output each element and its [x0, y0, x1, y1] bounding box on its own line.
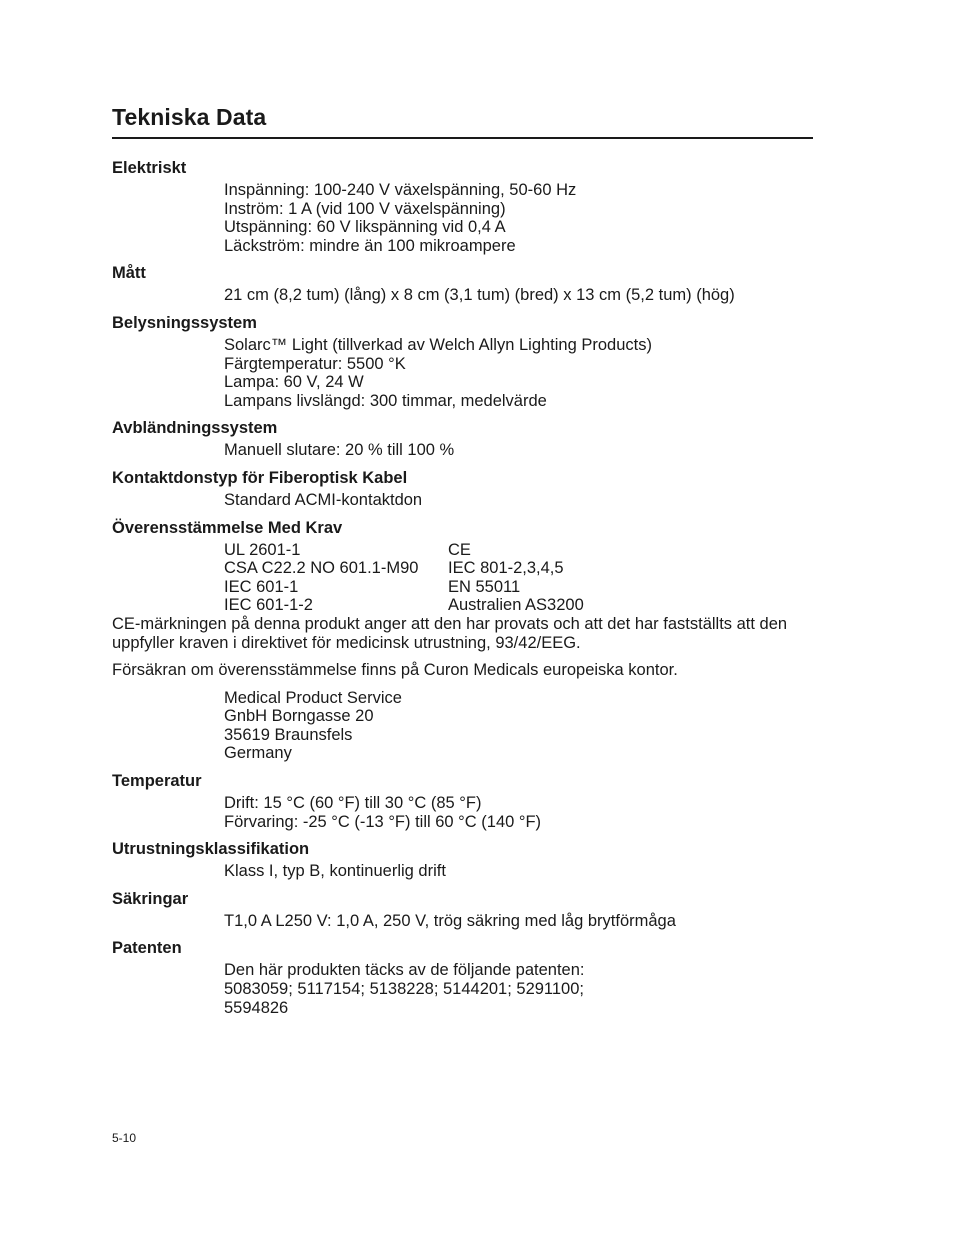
section-heading: Överensstämmelse Med Krav: [112, 518, 343, 537]
section-heading: Utrustningsklassifikation: [112, 840, 310, 859]
spec-line: Lampa: 60 V, 24 W: [224, 373, 364, 392]
section-overensstammelse: [112, 519, 814, 764]
spec-line: Solarc™ Light (tillverkad av Welch Allyn Lighting Products): [224, 335, 652, 354]
section-body: [224, 491, 814, 510]
section-body: [224, 862, 814, 881]
spec-line: Drift: 15 °C (60 °F) till 30 °C (85 °F): [224, 794, 482, 813]
section-patenten: [112, 939, 814, 1017]
spec-content: [112, 159, 814, 1026]
spec-line: Färgtemperatur: 5500 °K: [224, 354, 406, 373]
standards-grid: [224, 541, 814, 615]
section-body: [224, 181, 814, 255]
section-body: [224, 961, 814, 1017]
section-belysningssystem: [112, 314, 814, 410]
section-heading: Patenten: [112, 939, 182, 958]
spec-line: Manuell slutare: 20 % till 100 %: [224, 441, 455, 460]
section-heading: Belysningssystem: [112, 313, 257, 332]
section-body: [224, 441, 814, 460]
standard-item: IEC 601-1: [224, 577, 299, 596]
declaration-paragraph: Försäkran om överensstämmelse finns på Curon Medicals europeiska kontor.: [112, 661, 678, 680]
section-body: [224, 912, 814, 931]
title-rule: [112, 137, 813, 139]
spec-line: Inström: 1 A (vid 100 V växelspänning): [224, 199, 506, 218]
page-title: Tekniska Data: [112, 104, 267, 130]
section-heading: Avbländningssystem: [112, 419, 278, 438]
section-matt: [112, 264, 814, 305]
section-heading: Mått: [112, 264, 146, 283]
spec-line: Läckström: mindre än 100 mikroampere: [224, 236, 516, 255]
standard-item: UL 2601-1: [224, 540, 301, 559]
spec-line: Utspänning: 60 V likspänning vid 0,4 A: [224, 218, 506, 237]
section-utrustningsklassifikation: [112, 840, 814, 881]
spec-line: Standard ACMI-kontaktdon: [224, 490, 423, 509]
spec-line: 5594826: [224, 998, 289, 1017]
standard-item: CE: [448, 540, 471, 559]
page-number: 5-10: [112, 1131, 137, 1145]
ce-marking-paragraph: CE-märkningen på denna produkt anger att den har provats och att det har fastställts att den uppfyller kraven i direktivet för medicinsk utrustning, 93/42/EEG.: [112, 614, 788, 652]
spec-line: 21 cm (8,2 tum) (lång) x 8 cm (3,1 tum) (bred) x 13 cm (5,2 tum) (hög): [224, 286, 735, 305]
spec-line: 5083059; 5117154; 5138228; 5144201; 5291100;: [224, 980, 584, 999]
spec-line: Förvaring: -25 °C (-13 °F) till 60 °C (140 °F): [224, 812, 542, 831]
spec-line: Klass I, typ B, kontinuerlig drift: [224, 862, 446, 881]
section-heading: Kontaktdonstyp för Fiberoptisk Kabel: [112, 468, 408, 487]
address-line: Medical Product Service: [224, 688, 402, 707]
section-body: [224, 286, 814, 305]
section-heading: Elektriskt: [112, 159, 187, 177]
address-line: Germany: [224, 744, 292, 763]
office-address: [224, 689, 814, 763]
spec-line: Den här produkten täcks av de följande patenten:: [224, 961, 585, 980]
address-line: GnbH Borngasse 20: [224, 707, 374, 726]
standard-item: IEC 601-1-2: [224, 596, 313, 615]
section-temperatur: [112, 772, 814, 831]
section-sakringar: [112, 890, 814, 931]
address-line: 35619 Braunsfels: [224, 725, 353, 744]
section-body: [224, 336, 814, 410]
section-avblandningssystem: [112, 419, 814, 460]
section-heading: Temperatur: [112, 772, 202, 791]
section-heading: Säkringar: [112, 889, 189, 908]
section-kontaktdonstyp: [112, 469, 814, 510]
standard-item: IEC 801-2,3,4,5: [448, 559, 564, 578]
spec-line: Lampans livslängd: 300 timmar, medelvärde: [224, 391, 547, 410]
section-elektriskt: [112, 159, 814, 255]
standard-item: CSA C22.2 NO 601.1-M90: [224, 559, 419, 578]
spec-line: T1,0 A L250 V: 1,0 A, 250 V, trög säkring med låg brytförmåga: [224, 911, 676, 930]
standard-item: EN 55011: [448, 577, 521, 596]
standard-item: Australien AS3200: [448, 596, 584, 615]
spec-line: Inspänning: 100-240 V växelspänning, 50-60 Hz: [224, 181, 577, 199]
section-body: [224, 794, 814, 831]
